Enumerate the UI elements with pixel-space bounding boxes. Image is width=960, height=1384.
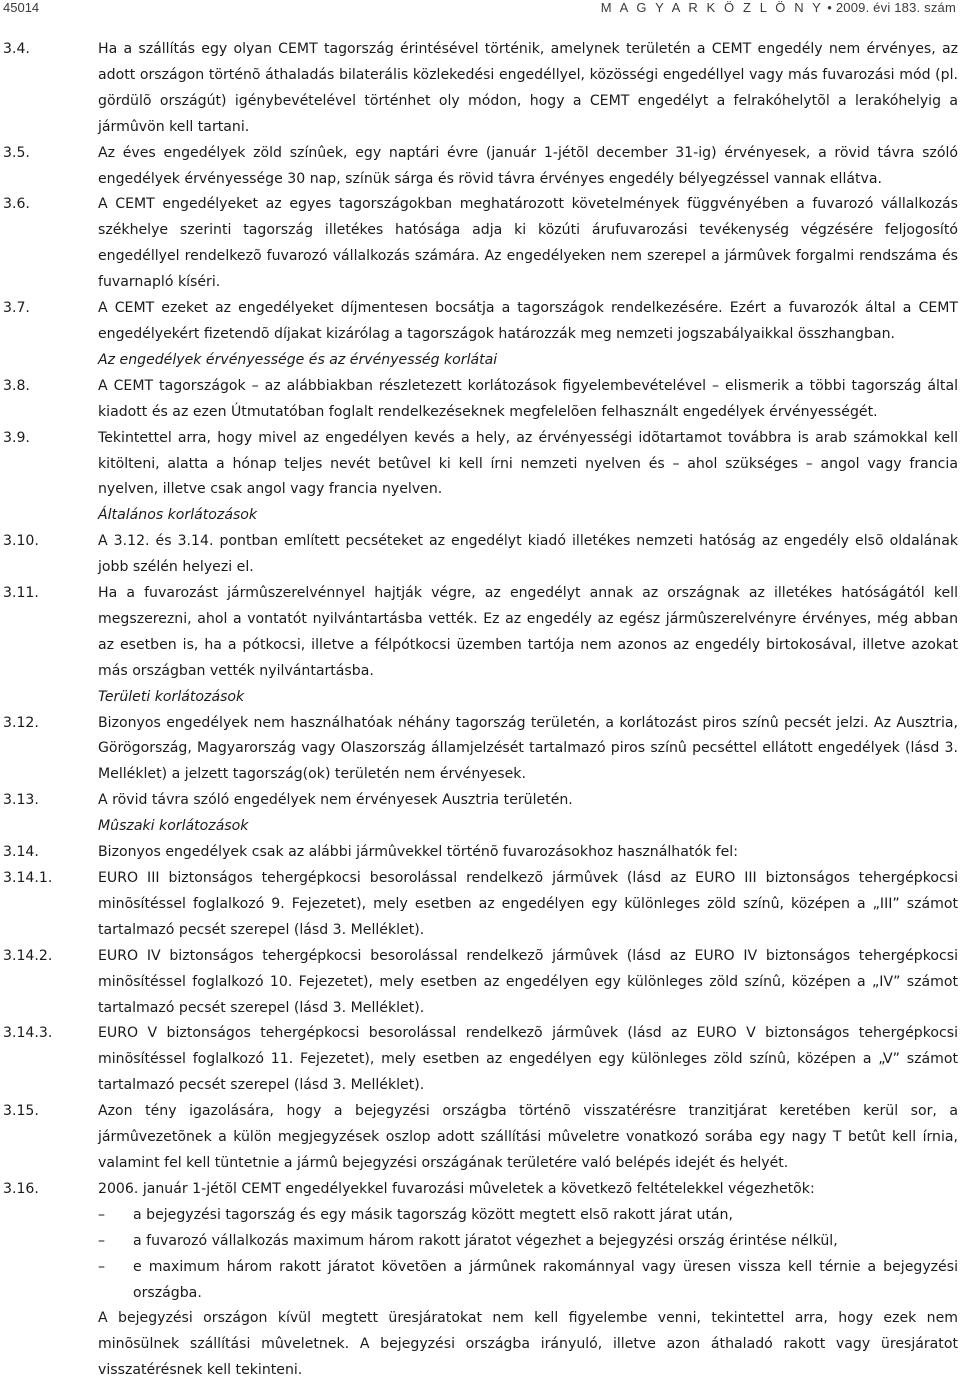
paragraph-text: Tekintettel arra, hogy mivel az engedélyen kevés a hely, az érvényességi idõtartamot továbbra is arab számokkal kell kitölteni, alatta a hónap teljes nevét betûvel ki kell írni nemzeti nyelven és – ahol szükséges – angol vagy francia nyelven, illetve csak angol vagy francia nyelven. — [98, 429, 958, 498]
dash-marker: – — [98, 1232, 106, 1249]
document-body — [0, 37, 960, 1384]
paragraph-text: Bizonyos engedélyek csak az alábbi jármûvekkel történõ fuvarozásokhoz használhatók fel: — [98, 844, 738, 861]
numbered-paragraph — [0, 192, 960, 296]
paragraph-number: 3.16. — [3, 1180, 39, 1197]
numbered-paragraph — [0, 840, 960, 866]
numbered-paragraph — [0, 1021, 960, 1099]
paragraph-text: 2006. január 1-jétõl CEMT engedélyekkel fuvarozási mûveletek a következõ feltételekkel végezhetõk: — [98, 1180, 815, 1197]
dash-marker: – — [98, 1206, 106, 1223]
paragraph-text: A CEMT ezeket az engedélyeket díjmentesen bocsátja a tagországok rendelkezésére. Ezért a fuvarozók által a CEMT engedélyekért fizetendõ díjakat kizárólag a tagországok határozzák meg nemzeti jogszabályaikkal összhangban. — [98, 300, 958, 342]
paragraph-number: 3.14.2. — [3, 947, 53, 964]
paragraph-number: 3.14.3. — [3, 1025, 53, 1042]
numbered-paragraph — [0, 426, 960, 504]
paragraph-text: Azon tény igazolására, hogy a bejegyzési országba történõ visszatérésre tranzitjárat keretében kerül sor, a jármûvezetõnek a külön megjegyzések oszlop adott szállítási mûveletre vonatkozó sorába egy nagy T betût kell írnia, valamint fel kell tüntetnie a jármû bejegyzési országának területére való belépés idejét és helyét. — [98, 1103, 958, 1171]
dash-item-text: a bejegyzési tagország és egy másik tagország között megtett elsõ rakott járat után, — [133, 1206, 733, 1223]
numbered-paragraph — [0, 141, 960, 193]
paragraph-number: 3.7. — [3, 300, 30, 317]
paragraph-text: EURO V biztonságos tehergépkocsi besorolással rendelkezõ jármûvek (lásd az EURO V biztonságos tehergépkocsi minõsítéssel foglalkozó 11. Fejezetet), mely esetben az engedélyen egy különleges zöld színû, középen a „V” számot tartalmazó pecsét szerepel (lásd 3. Melléklet). — [98, 1025, 958, 1094]
paragraph-number: 3.9. — [3, 429, 30, 446]
page-header — [0, 0, 960, 20]
paragraph-number: 3.13. — [3, 792, 39, 809]
paragraph-number: 3.6. — [3, 196, 30, 213]
numbered-paragraph — [0, 1099, 960, 1177]
paragraph-text: EURO IV biztonságos tehergépkocsi besorolással rendelkezõ jármûvek (lásd az EURO IV biztonságos tehergépkocsi minõsítéssel foglalkozó 10. Fejezetet), mely esetben az engedélyen egy különleges zöld színû, középen a „IV” számot tartalmazó pecsét szerepel (lásd 3. Melléklet). — [98, 947, 958, 1016]
publication-name: M A G Y A R K Ö Z L Ö N Y — [600, 0, 824, 15]
paragraph-number: 3.11. — [3, 585, 39, 602]
paragraph-text: A 3.12. és 3.14. pontban említett pecséteket az engedélyt kiadó illetékes nemzeti hatóság az engedély elsõ oldalának jobb szélén helyezi el. — [98, 533, 958, 576]
paragraph-number: 3.14.1. — [3, 870, 53, 886]
header-bullet: • — [827, 0, 833, 15]
numbered-paragraph — [0, 944, 960, 1022]
section-heading: Az engedélyek érvényessége és az érvényesség korlátai — [98, 351, 498, 368]
numbered-paragraph — [0, 866, 960, 944]
dash-marker: – — [98, 1258, 106, 1275]
numbered-paragraph — [0, 1177, 960, 1203]
paragraph-text: A rövid távra szóló engedélyek nem érvényesek Ausztria területén. — [98, 792, 573, 809]
dash-list-item — [0, 1203, 960, 1229]
dash-item-text: a fuvarozó vállalkozás maximum három rakott járatot végezhet a bejegyzési ország érintése nélkül, — [133, 1232, 838, 1249]
paragraph-text: Ha a fuvarozást jármûszerelvénnyel hajtják végre, az engedélyt annak az országnak az illetékes hatóságától kell megszerezni, ahol a vontatót nyilvántartásba vették. Ez az engedély az egész jármûszerelvényre érvényes, még abban az esetben is, ha a pótkocsi, illetve a félpótkocsi üzemben tartója nem azonos az engedély birtokosával, illetve azokat más országban vették nyilvántartásba. — [98, 585, 958, 679]
section-heading: Mûszaki korlátozások — [98, 818, 249, 835]
paragraph-number: 3.5. — [3, 144, 30, 161]
continuation-paragraph: A bejegyzési országon kívül megtett üresjáratokat nem kell figyelembe venni, tekintettel arra, hogy ezek nem minõsülnek szállítási mûveletnek. A bejegyzési országba irányuló, illetve azon áthaladó rakott vagy üresjáratot visszatérésnek kell tekinteni. — [98, 1310, 958, 1379]
section-heading: Területi korlátozások — [98, 688, 245, 705]
paragraph-number: 3.12. — [3, 714, 39, 731]
paragraph-text: A CEMT tagországok – az alábbiakban részletezett korlátozások figyelembevételével – elismerik a többi tagország által kiadott és az ezen Útmutatóban foglalt rendelkezéseknek megfelelõen felhasznált engedélyek érvényességét. — [98, 377, 958, 420]
paragraph-text: Ha a szállítás egy olyan CEMT tagország érintésével történik, amelynek területén a CEMT engedély nem érvényes, az adott országon történõ áthaladás bilaterális közlekedési engedéllyel, közösségi engedéllyel vagy más fuvarozási mód (pl. gördülõ országút) igénybevételével történhet oly módon, hogy a CEMT engedélyt a felrakóhelytõl a lerakóhelyig a jármûvön kell tartani. — [98, 41, 958, 135]
numbered-paragraph — [0, 374, 960, 426]
section-heading: Általános korlátozások — [98, 507, 258, 524]
dash-list-item — [0, 1229, 960, 1255]
numbered-paragraph — [0, 581, 960, 685]
paragraph-number: 3.8. — [3, 377, 30, 394]
paragraph-number: 3.10. — [3, 533, 39, 550]
dash-item-text: e maximum három rakott járatot követõen a jármûnek rakománnyal vagy üresen vissza kell térnie a bejegyzési országba. — [133, 1258, 958, 1301]
page-number: 45014 — [3, 0, 40, 15]
issue-label: 2009. évi 183. szám — [835, 0, 956, 15]
numbered-paragraph — [0, 529, 960, 581]
paragraph-text: A CEMT engedélyeket az egyes tagországokban meghatározott követelmények függvényében a fuvarozó vállalkozás székhelye szerinti tagország illetékes hatósága adja ki közúti árufuvarozási tevékenység végzésére feljogosító engedéllyel rendelkezõ fuvarozó vállalkozás számára. Az engedélyeken nem szerepel a jármûvek forgalmi rendszáma és fuvarnapló kíséri. — [98, 196, 958, 291]
paragraph-text: Bizonyos engedélyek nem használhatóak néhány tagország területén, a korlátozást piros színû pecsét jelzi. Az Ausztria, Görögország, Magyarország vagy Olaszország államjelzését tartalmazó piros színû pecséttel ellátott engedélyek (lásd 3. Melléklet) a jelzett tagország(ok) területén nem érvényesek. — [98, 714, 958, 783]
numbered-paragraph — [0, 711, 960, 789]
dash-list-item — [0, 1255, 960, 1307]
paragraph-text: Az éves engedélyek zöld színûek, egy naptári évre (január 1-jétõl december 31-ig) érvényesek, a rövid távra szóló engedélyek érvényessége 30 nap, színük sárga és rövid távra érvényes engedély bélyegzéssel vannak ellátva. — [98, 144, 958, 187]
paragraph-text: EURO III biztonságos tehergépkocsi besorolással rendelkezõ jármûvek (lásd az EURO III biztonságos tehergépkocsi minõsítéssel foglalkozó 9. Fejezetet), mely esetben az engedélyen egy különleges zöld színû, középen a „III” számot tartalmazó pecsét szerepel (lásd 3. Melléklet). — [98, 870, 958, 938]
numbered-paragraph — [0, 296, 960, 348]
paragraph-number: 3.15. — [3, 1103, 39, 1120]
paragraph-number: 3.14. — [3, 844, 39, 861]
numbered-paragraph — [0, 37, 960, 141]
running-title — [601, 0, 956, 15]
numbered-paragraph — [0, 788, 960, 814]
paragraph-number: 3.4. — [3, 41, 30, 57]
